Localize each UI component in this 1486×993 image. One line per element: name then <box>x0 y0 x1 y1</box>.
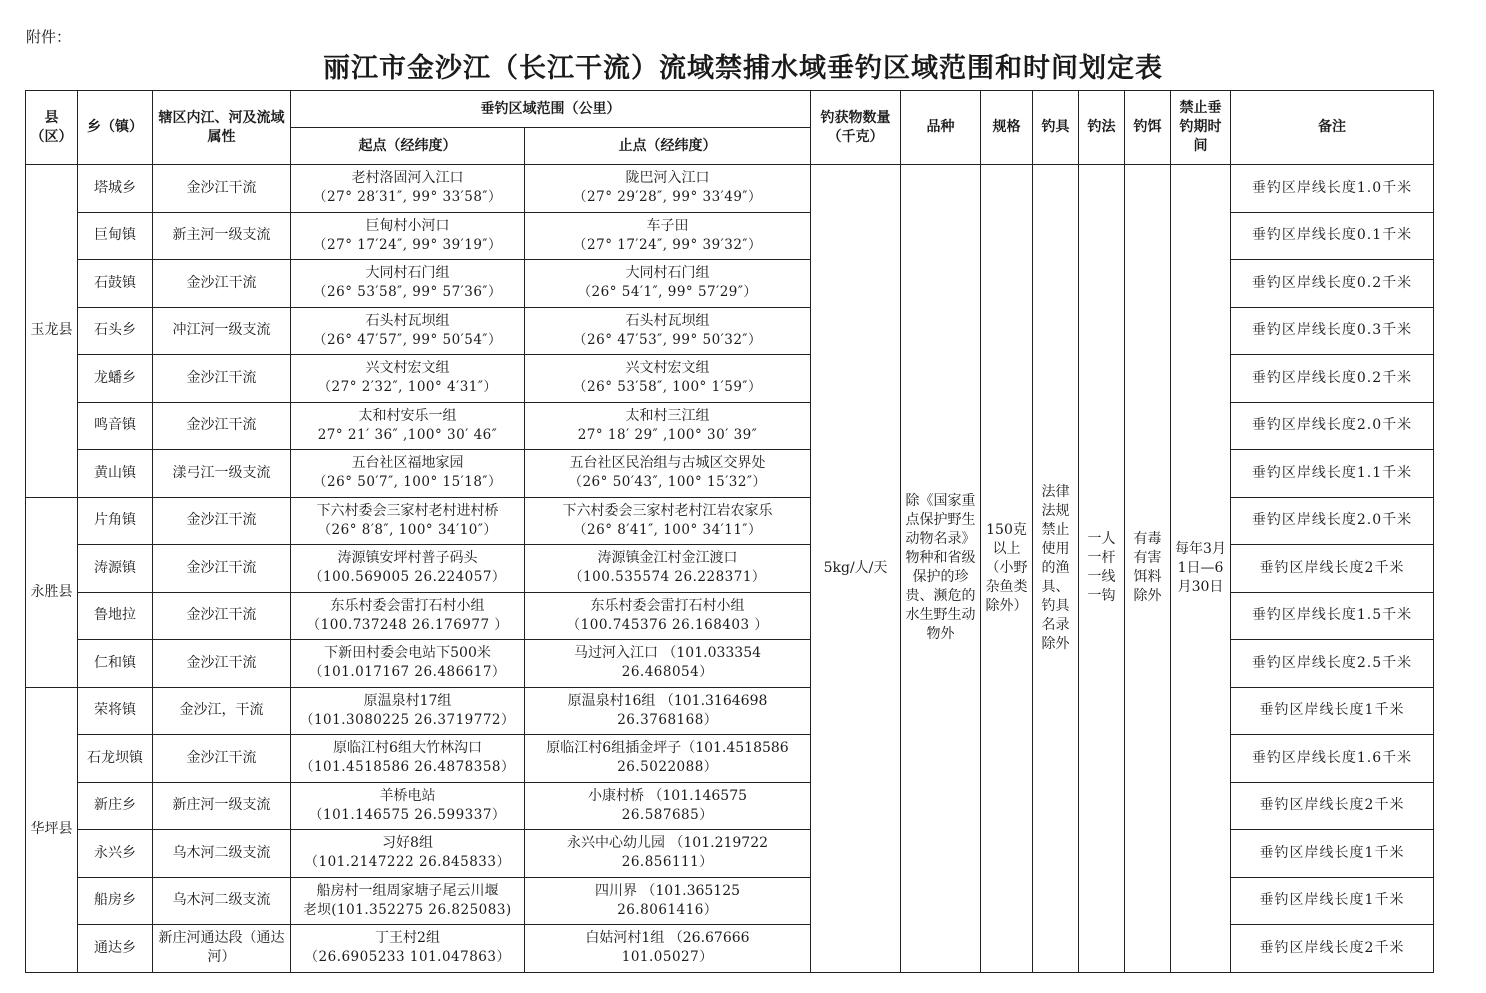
start-place: 习好8组 <box>382 835 433 852</box>
end-coord: （26° 50′43″, 100° 15′32″） <box>568 474 767 491</box>
start-coord: （26° 8′8″, 100° 34′10″） <box>317 521 498 538</box>
end-coord: 26.587685） <box>621 806 714 823</box>
remark-cell: 垂钓区岸线长度1.1千米 <box>1231 450 1434 498</box>
end-coord: （27° 17′24″, 99° 39′32″） <box>573 236 762 253</box>
river-cell: 金沙江干流 <box>153 260 291 308</box>
start-place: 大同村石门组 <box>365 265 450 282</box>
town-cell: 石龙坝镇 <box>78 735 153 783</box>
town-cell: 荣将镇 <box>78 687 153 735</box>
start-coord: 27° 21′ 36″ ,100° 30′ 46″ <box>317 426 498 443</box>
end-coord: （26° 8′41″, 100° 34′11″） <box>573 521 762 538</box>
method-cell: 一人一杆一线一钩 <box>1079 165 1125 973</box>
start-place: 原临江村6组大竹林沟口 <box>333 740 482 757</box>
catch-cell: 5kg/人/天 <box>811 165 901 973</box>
remark-cell: 垂钓区岸线长度2千米 <box>1231 545 1434 593</box>
start-coord: （27° 28′31″, 99° 33′58″） <box>313 189 502 206</box>
end-cell <box>525 592 811 640</box>
end-place: 小康村桥 （101.146575 <box>587 787 748 804</box>
start-coord: （26.6905233 101.047863） <box>304 949 511 966</box>
end-cell <box>525 545 811 593</box>
end-coord: （26° 53′58″, 100° 1′59″） <box>573 379 762 396</box>
start-place: 下新田村委会电站下500米 <box>324 645 491 662</box>
end-coord: 26.8061416） <box>617 901 718 918</box>
river-cell: 乌木河二级支流 <box>153 830 291 878</box>
remark-cell: 垂钓区岸线长度0.2千米 <box>1231 355 1434 403</box>
river-cell: 金沙江干流 <box>153 165 291 213</box>
town-cell: 新庄乡 <box>78 782 153 830</box>
town-cell: 涛源镇 <box>78 545 153 593</box>
end-place: 马过河入江口 （101.033354 <box>573 645 762 662</box>
start-place: 下六村委会三家村老村进村桥 <box>316 502 499 519</box>
start-coord: （26° 53′58″, 99° 57′36″） <box>313 284 502 301</box>
town-cell: 塔城乡 <box>78 165 153 213</box>
end-cell <box>525 735 811 783</box>
county-cell: 华坪县 <box>26 687 78 972</box>
end-place: 车子田 <box>646 217 689 234</box>
end-cell <box>525 307 811 355</box>
end-place: 永兴中心幼儿园 （101.219722 <box>566 835 769 852</box>
end-cell <box>525 830 811 878</box>
bait-cell: 有毒有害饵料除外 <box>1125 165 1171 973</box>
town-cell: 鸣音镇 <box>78 402 153 450</box>
start-cell <box>291 402 525 450</box>
end-coord: 26.856111） <box>621 854 714 871</box>
header-end: 止点（经纬度） <box>525 128 811 165</box>
header-town: 乡（镇） <box>78 91 153 165</box>
remark-cell: 垂钓区岸线长度1千米 <box>1231 877 1434 925</box>
remark-cell: 垂钓区岸线长度1.6千米 <box>1231 735 1434 783</box>
remark-cell: 垂钓区岸线长度1千米 <box>1231 687 1434 735</box>
start-coord: （27° 2′32″, 100° 4′31″） <box>317 379 498 396</box>
start-cell <box>291 877 525 925</box>
end-cell <box>525 260 811 308</box>
start-cell <box>291 735 525 783</box>
end-cell <box>525 687 811 735</box>
end-cell <box>525 450 811 498</box>
end-coord: 101.05027） <box>621 949 714 966</box>
header-species: 品种 <box>901 91 981 165</box>
fishing-area-table <box>25 90 1434 973</box>
remark-cell: 垂钓区岸线长度1.0千米 <box>1231 165 1434 213</box>
start-coord: （101.017167 26.486617） <box>309 664 506 681</box>
header-method: 钓法 <box>1079 91 1125 165</box>
end-coord: 27° 18′ 29″ ,100° 30′ 39″ <box>577 426 758 443</box>
start-coord: （26° 50′7″, 100° 15′18″） <box>313 474 502 491</box>
start-place: 羊桥电站 <box>379 787 436 804</box>
start-coord: （101.3080225 26.3719772） <box>299 711 516 728</box>
header-ban: 禁止垂钓期时间 <box>1171 91 1231 165</box>
town-cell: 龙蟠乡 <box>78 355 153 403</box>
start-place: 丁王村2组 <box>375 930 440 947</box>
start-place: 原温泉村17组 <box>363 692 452 709</box>
remark-cell: 垂钓区岸线长度2.0千米 <box>1231 402 1434 450</box>
river-cell: 金沙江干流 <box>153 545 291 593</box>
header-river: 辖区内江、河及流域属性 <box>153 91 291 165</box>
river-cell: 金沙江干流 <box>153 355 291 403</box>
remark-cell: 垂钓区岸线长度2.5千米 <box>1231 640 1434 688</box>
end-coord: （27° 29′28″, 99° 33′49″） <box>573 189 762 206</box>
river-cell: 金沙江干流 <box>153 735 291 783</box>
end-cell <box>525 355 811 403</box>
end-cell <box>525 782 811 830</box>
remark-cell: 垂钓区岸线长度2.0千米 <box>1231 497 1434 545</box>
start-cell <box>291 497 525 545</box>
end-cell <box>525 925 811 973</box>
town-cell: 永兴乡 <box>78 830 153 878</box>
start-coord: （100.569005 26.224057） <box>309 569 506 586</box>
town-cell: 船房乡 <box>78 877 153 925</box>
start-cell <box>291 687 525 735</box>
river-cell: 乌木河二级支流 <box>153 877 291 925</box>
start-cell <box>291 782 525 830</box>
town-cell: 巨甸镇 <box>78 212 153 260</box>
ban-cell: 每年3月1日—6月30日 <box>1171 165 1231 973</box>
town-cell: 石鼓镇 <box>78 260 153 308</box>
header-bait: 钓饵 <box>1125 91 1171 165</box>
start-coord: （101.2147222 26.845833） <box>304 854 511 871</box>
start-cell <box>291 592 525 640</box>
remark-cell: 垂钓区岸线长度2千米 <box>1231 782 1434 830</box>
table-row <box>26 165 1434 213</box>
end-coord: （100.535574 26.228371） <box>569 569 766 586</box>
end-place: 东乐村委会雷打石村小组 <box>590 597 745 614</box>
start-place: 涛源镇安坪村普子码头 <box>337 550 478 567</box>
header-range: 垂钓区域范围（公里） <box>291 91 811 128</box>
river-cell: 新庄河通达段（通达河） <box>153 925 291 973</box>
end-place: 涛源镇金江村金江渡口 <box>597 550 738 567</box>
start-cell <box>291 830 525 878</box>
end-coord: （100.745376 26.168403 ） <box>566 616 769 633</box>
end-place: 下六村委会三家村老村江岩农家乐 <box>562 502 773 519</box>
county-cell: 永胜县 <box>26 497 78 687</box>
end-place: 白姑河村1组 （26.67666 <box>585 930 750 947</box>
start-coord: （27° 17′24″, 99° 39′19″） <box>313 236 502 253</box>
start-place: 兴文村宏文组 <box>365 360 450 377</box>
town-cell: 石头乡 <box>78 307 153 355</box>
river-cell: 新庄河一级支流 <box>153 782 291 830</box>
attachment-label: 附件： <box>26 28 72 46</box>
start-coord: （101.4518586 26.4878358） <box>299 759 516 776</box>
end-place: 大同村石门组 <box>625 265 710 282</box>
town-cell: 通达乡 <box>78 925 153 973</box>
start-place: 巨甸村小河口 <box>365 217 450 234</box>
river-cell: 冲江河一级支流 <box>153 307 291 355</box>
town-cell: 片角镇 <box>78 497 153 545</box>
end-place: 原温泉村16组 （101.3164698 <box>567 692 768 709</box>
start-place: 五台社区福地家园 <box>351 455 464 472</box>
spec-cell: 150克以上（小野杂鱼类除外） <box>981 165 1033 973</box>
header-start: 起点（经纬度） <box>291 128 525 165</box>
header-spec: 规格 <box>981 91 1033 165</box>
end-place: 石头村瓦坝组 <box>625 312 710 329</box>
start-place: 石头村瓦坝组 <box>365 312 450 329</box>
start-coord: 老坝(101.352275 26.825083) <box>303 901 512 918</box>
end-place: 兴文村宏文组 <box>625 360 710 377</box>
end-cell <box>525 877 811 925</box>
end-coord: 26.468054） <box>621 664 714 681</box>
end-cell <box>525 165 811 213</box>
header-remark: 备注 <box>1231 91 1434 165</box>
end-cell <box>525 497 811 545</box>
river-cell: 新主河一级支流 <box>153 212 291 260</box>
start-coord: （100.737248 26.176977 ） <box>306 616 509 633</box>
end-place: 太和村三江组 <box>625 407 710 424</box>
start-place: 老村洛固河入江口 <box>351 170 464 187</box>
remark-cell: 垂钓区岸线长度0.1千米 <box>1231 212 1434 260</box>
start-place: 船房村一组周家塘子尾云川堰 <box>316 882 499 899</box>
header-catch: 钓获物数量（千克） <box>811 91 901 165</box>
start-cell <box>291 212 525 260</box>
end-coord: 26.5022088） <box>617 759 718 776</box>
river-cell: 金沙江干流 <box>153 592 291 640</box>
remark-cell: 垂钓区岸线长度2千米 <box>1231 925 1434 973</box>
page-title: 丽江市金沙江（长江干流）流域禁捕水域垂钓区域范围和时间划定表 <box>323 53 1163 84</box>
species-cell: 除《国家重点保护野生动物名录》物种和省级保护的珍贵、濒危的水生野生动物外 <box>901 165 981 973</box>
remark-cell: 垂钓区岸线长度1.5千米 <box>1231 592 1434 640</box>
start-cell <box>291 925 525 973</box>
start-place: 东乐村委会雷打石村小组 <box>330 597 485 614</box>
header-county: 县（区） <box>26 91 78 165</box>
town-cell: 鲁地拉 <box>78 592 153 640</box>
start-coord: （101.146575 26.599337） <box>309 806 506 823</box>
end-place: 陇巴河入江口 <box>625 170 710 187</box>
end-place: 四川界 （101.365125 <box>594 882 741 899</box>
start-cell <box>291 355 525 403</box>
river-cell: 金沙江干流 <box>153 640 291 688</box>
start-cell <box>291 640 525 688</box>
start-place: 太和村安乐一组 <box>358 407 457 424</box>
start-cell <box>291 260 525 308</box>
gear-cell: 法律法规禁止使用的渔具、钓具名录除外 <box>1033 165 1079 973</box>
end-cell <box>525 402 811 450</box>
end-place: 五台社区民治组与古城区交界处 <box>569 455 766 472</box>
remark-cell: 垂钓区岸线长度0.3千米 <box>1231 307 1434 355</box>
river-cell: 金沙江干流 <box>153 497 291 545</box>
remark-cell: 垂钓区岸线长度0.2千米 <box>1231 260 1434 308</box>
start-cell <box>291 450 525 498</box>
end-place: 原临江村6组插金坪子（101.4518586 <box>546 740 789 757</box>
start-cell <box>291 165 525 213</box>
remark-cell: 垂钓区岸线长度1千米 <box>1231 830 1434 878</box>
end-coord: 26.3768168） <box>617 711 718 728</box>
county-cell: 玉龙县 <box>26 165 78 498</box>
start-cell <box>291 545 525 593</box>
start-cell <box>291 307 525 355</box>
river-cell: 漾弓江一级支流 <box>153 450 291 498</box>
end-cell <box>525 640 811 688</box>
river-cell: 金沙江干流 <box>153 402 291 450</box>
header-gear: 钓具 <box>1033 91 1079 165</box>
town-cell: 仁和镇 <box>78 640 153 688</box>
end-cell <box>525 212 811 260</box>
end-coord: （26° 47′53″, 99° 50′32″） <box>573 331 762 348</box>
start-coord: （26° 47′57″, 99° 50′54″） <box>313 331 502 348</box>
river-cell: 金沙江，干流 <box>153 687 291 735</box>
town-cell: 黄山镇 <box>78 450 153 498</box>
end-coord: （26° 54′1″, 99° 57′29″） <box>577 284 758 301</box>
